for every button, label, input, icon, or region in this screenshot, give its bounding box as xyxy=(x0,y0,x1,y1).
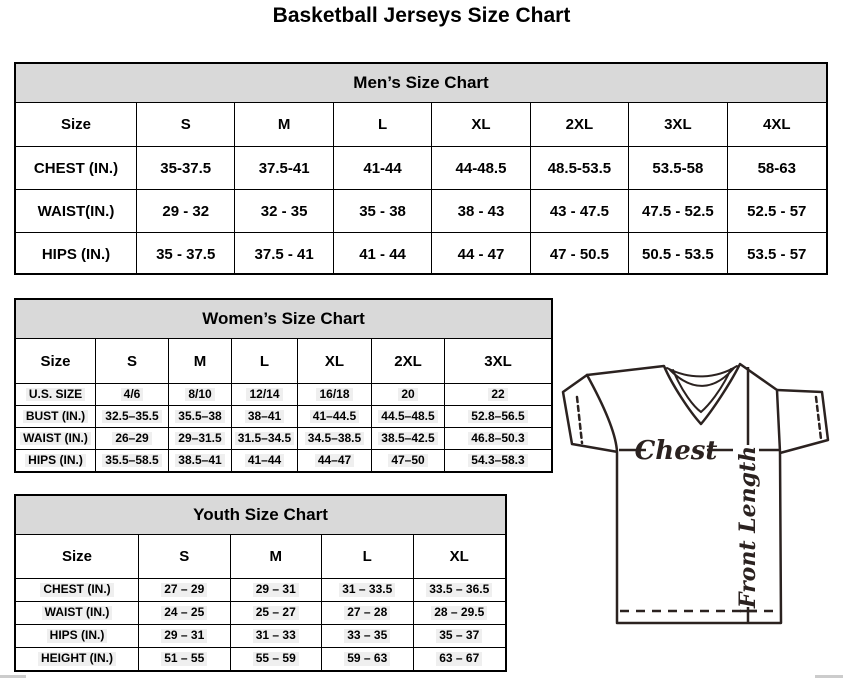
value-cell xyxy=(372,428,445,449)
value-cell xyxy=(445,384,551,405)
cell-text: 35 – 37 xyxy=(436,629,482,642)
cell-text: 47–50 xyxy=(388,454,427,467)
cell-text: 4/6 xyxy=(121,388,144,401)
cell-text: 26–29 xyxy=(112,432,151,445)
cell-text: 22 xyxy=(488,388,507,401)
row-label-cell xyxy=(16,602,139,624)
cell-text: 32.5–35.5 xyxy=(102,410,161,423)
value-cell xyxy=(169,406,232,427)
cell-text: XL xyxy=(324,352,345,370)
cell-text: 37.5-41 xyxy=(258,159,310,177)
value-cell xyxy=(322,579,414,601)
cell-text: 54.3–58.3 xyxy=(468,454,527,467)
cell-text: 41–44.5 xyxy=(310,410,359,423)
cell-text: 47 - 50.5 xyxy=(549,245,610,263)
value-cell xyxy=(414,625,506,647)
cell-text: 29–31.5 xyxy=(175,432,224,445)
row-label-cell xyxy=(16,535,139,578)
chest-label: Chest xyxy=(634,436,718,466)
cell-text: L xyxy=(377,116,388,133)
value-cell xyxy=(414,648,506,670)
value-cell xyxy=(728,147,826,189)
value-cell xyxy=(445,450,551,471)
cell-text: 41–44 xyxy=(245,454,284,467)
women-row-3 xyxy=(16,450,551,471)
value-cell xyxy=(231,602,323,624)
value-cell xyxy=(445,428,551,449)
cell-text: BUST (IN.) xyxy=(23,410,88,423)
cell-text: 4XL xyxy=(763,116,791,133)
row-label-cell xyxy=(16,103,137,146)
value-cell xyxy=(139,579,231,601)
cell-text: 43 - 47.5 xyxy=(549,202,610,220)
value-cell xyxy=(231,579,323,601)
value-cell xyxy=(322,602,414,624)
value-cell xyxy=(728,103,826,146)
cell-text: 3XL xyxy=(484,352,512,370)
cell-text: 35.5–58.5 xyxy=(102,454,161,467)
cell-text: 20 xyxy=(398,388,417,401)
value-cell xyxy=(96,428,169,449)
row-label-cell xyxy=(16,579,139,601)
cell-text: 29 - 32 xyxy=(162,202,210,220)
value-cell xyxy=(531,233,629,275)
cell-text: 35-37.5 xyxy=(160,159,212,177)
row-label-cell xyxy=(16,428,96,449)
value-cell xyxy=(322,535,414,578)
cell-text: 38.5–42.5 xyxy=(378,432,437,445)
cell-text: 31.5–34.5 xyxy=(235,432,294,445)
cell-text: XL xyxy=(449,548,469,565)
women-header-row xyxy=(16,339,551,384)
row-label-cell xyxy=(16,648,139,670)
value-cell xyxy=(298,339,372,383)
cell-text: 44.5–48.5 xyxy=(378,410,437,423)
cell-text: L xyxy=(362,548,372,565)
cell-text: 2XL xyxy=(565,116,594,133)
cell-text: 31 – 33 xyxy=(253,629,299,642)
row-label-cell xyxy=(16,190,137,232)
cell-text: 48.5-53.5 xyxy=(547,159,612,177)
youth-header-row xyxy=(16,535,505,579)
cell-text: 24 – 25 xyxy=(161,606,207,619)
scrollbar-fragment-right xyxy=(815,675,843,678)
cell-text: WAIST(IN.) xyxy=(37,202,115,220)
value-cell xyxy=(432,233,530,275)
value-cell xyxy=(298,406,372,427)
value-cell xyxy=(322,648,414,670)
cell-text: WAIST (IN.) xyxy=(42,606,113,619)
scrollbar-fragment-left xyxy=(0,675,26,678)
cell-text: WAIST (IN.) xyxy=(20,432,91,445)
cell-text: S xyxy=(180,116,191,133)
value-cell xyxy=(96,384,169,405)
cell-text: HIPS (IN.) xyxy=(41,245,111,263)
cell-text: 53.5-58 xyxy=(652,159,704,177)
youth-row-2 xyxy=(16,625,505,648)
cell-text: 38.5–41 xyxy=(175,454,224,467)
men-row-1 xyxy=(16,190,826,233)
value-cell xyxy=(235,233,333,275)
men-row-2 xyxy=(16,233,826,275)
cell-text: 38–41 xyxy=(245,410,284,423)
cell-text: U.S. SIZE xyxy=(26,388,85,401)
cell-text: 35.5–38 xyxy=(175,410,224,423)
row-label-cell xyxy=(16,233,137,275)
value-cell xyxy=(728,190,826,232)
value-cell xyxy=(432,103,530,146)
youth-table-title: Youth Size Chart xyxy=(16,496,505,535)
value-cell xyxy=(531,190,629,232)
youth-row-3 xyxy=(16,648,505,670)
value-cell xyxy=(445,339,551,383)
jersey-measurement-diagram xyxy=(556,356,842,628)
cell-text: CHEST (IN.) xyxy=(33,159,119,177)
value-cell xyxy=(629,233,727,275)
value-cell xyxy=(232,339,298,383)
youth-size-table xyxy=(14,494,507,672)
value-cell xyxy=(169,450,232,471)
value-cell xyxy=(137,147,235,189)
jersey-right-sleeve xyxy=(777,390,828,453)
value-cell xyxy=(372,339,445,383)
value-cell xyxy=(232,384,298,405)
cell-text: XL xyxy=(471,116,491,133)
value-cell xyxy=(445,406,551,427)
value-cell xyxy=(235,190,333,232)
cell-text: 32 - 35 xyxy=(260,202,308,220)
value-cell xyxy=(169,384,232,405)
value-cell xyxy=(432,190,530,232)
cell-text: 50.5 - 53.5 xyxy=(641,245,714,263)
cell-text: Size xyxy=(60,116,91,133)
cell-text: HEIGHT (IN.) xyxy=(38,652,116,665)
value-cell xyxy=(235,147,333,189)
value-cell xyxy=(531,147,629,189)
cell-text: 8/10 xyxy=(185,388,214,401)
value-cell xyxy=(96,450,169,471)
cell-text: 44–47 xyxy=(315,454,354,467)
value-cell xyxy=(298,428,372,449)
value-cell xyxy=(372,450,445,471)
cell-text: HIPS (IN.) xyxy=(47,629,108,642)
value-cell xyxy=(432,147,530,189)
value-cell xyxy=(414,535,506,578)
cell-text: 38 - 43 xyxy=(457,202,505,220)
row-label-cell xyxy=(16,384,96,405)
mens-size-table xyxy=(14,62,828,275)
cell-text: 27 – 28 xyxy=(344,606,390,619)
cell-text: 29 – 31 xyxy=(253,583,299,596)
front-length-label: Front Length xyxy=(735,445,761,609)
youth-row-1 xyxy=(16,602,505,625)
cell-text: CHEST (IN.) xyxy=(40,583,113,596)
cell-text: 44 - 47 xyxy=(457,245,505,263)
value-cell xyxy=(231,625,323,647)
value-cell xyxy=(139,648,231,670)
womens-size-table xyxy=(14,298,553,473)
cell-text: M xyxy=(193,352,207,370)
cell-text: 63 – 67 xyxy=(436,652,482,665)
cell-text: 12/14 xyxy=(246,388,282,401)
cell-text: 27 – 29 xyxy=(161,583,207,596)
cell-text: S xyxy=(179,548,190,565)
cell-text: 16/18 xyxy=(316,388,352,401)
value-cell xyxy=(531,103,629,146)
value-cell xyxy=(629,103,727,146)
value-cell xyxy=(372,384,445,405)
women-row-2 xyxy=(16,428,551,450)
cell-text: 52.8–56.5 xyxy=(468,410,527,423)
cell-text: 52.5 - 57 xyxy=(747,202,807,220)
cell-text: 55 – 59 xyxy=(253,652,299,665)
value-cell xyxy=(334,103,432,146)
row-label-cell xyxy=(16,625,139,647)
row-label-cell xyxy=(16,339,96,383)
mens-table-grid xyxy=(16,103,826,275)
cell-text: 33.5 – 36.5 xyxy=(426,583,492,596)
cell-text: HIPS (IN.) xyxy=(25,454,86,467)
cell-text: 35 - 37.5 xyxy=(156,245,216,263)
cell-text: Size xyxy=(61,548,92,565)
value-cell xyxy=(232,406,298,427)
cell-text: 59 – 63 xyxy=(344,652,390,665)
mens-table-title: Men’s Size Chart xyxy=(16,64,826,103)
cell-text: 47.5 - 52.5 xyxy=(641,202,714,220)
women-row-0 xyxy=(16,384,551,406)
value-cell xyxy=(231,535,323,578)
value-cell xyxy=(728,233,826,275)
cell-text: 29 – 31 xyxy=(161,629,207,642)
cell-text: 53.5 - 57 xyxy=(747,245,807,263)
cell-text: 3XL xyxy=(664,116,692,133)
row-label-cell xyxy=(16,450,96,471)
value-cell xyxy=(322,625,414,647)
value-cell xyxy=(231,648,323,670)
cell-text: 44-48.5 xyxy=(455,159,507,177)
value-cell xyxy=(137,190,235,232)
cell-text: L xyxy=(259,352,270,370)
cell-text: 35 - 38 xyxy=(359,202,406,220)
row-label-cell xyxy=(16,147,137,189)
value-cell xyxy=(298,384,372,405)
value-cell xyxy=(232,428,298,449)
value-cell xyxy=(96,406,169,427)
value-cell xyxy=(298,450,372,471)
cell-text: 46.8–50.3 xyxy=(468,432,527,445)
cell-text: 41 - 44 xyxy=(359,245,406,263)
cell-text: 41-44 xyxy=(363,159,402,177)
cell-text: Size xyxy=(40,352,71,370)
men-header-row xyxy=(16,103,826,147)
value-cell xyxy=(414,602,506,624)
value-cell xyxy=(629,147,727,189)
value-cell xyxy=(334,147,432,189)
value-cell xyxy=(235,103,333,146)
value-cell xyxy=(137,103,235,146)
womens-table-grid xyxy=(16,339,551,471)
value-cell xyxy=(232,450,298,471)
value-cell xyxy=(169,339,232,383)
youth-row-0 xyxy=(16,579,505,602)
youth-table-grid xyxy=(16,535,505,670)
value-cell xyxy=(372,406,445,427)
cell-text: 25 – 27 xyxy=(253,606,299,619)
cell-text: 58-63 xyxy=(757,159,796,177)
cell-text: 2XL xyxy=(394,352,422,370)
value-cell xyxy=(137,233,235,275)
women-row-1 xyxy=(16,406,551,428)
cell-text: 37.5 - 41 xyxy=(254,245,314,263)
value-cell xyxy=(96,339,169,383)
cell-text: S xyxy=(126,352,137,370)
men-row-0 xyxy=(16,147,826,190)
cell-text: 33 – 35 xyxy=(344,629,390,642)
page-title: Basketball Jerseys Size Chart xyxy=(272,4,571,27)
value-cell xyxy=(629,190,727,232)
cell-text: 34.5–38.5 xyxy=(305,432,364,445)
cell-text: M xyxy=(269,548,282,565)
jersey-diagram-svg xyxy=(556,356,842,628)
value-cell xyxy=(169,428,232,449)
cell-text: 31 – 33.5 xyxy=(339,583,395,596)
value-cell xyxy=(139,535,231,578)
value-cell xyxy=(139,602,231,624)
womens-table-title: Women’s Size Chart xyxy=(16,300,551,339)
row-label-cell xyxy=(16,406,96,427)
value-cell xyxy=(414,579,506,601)
cell-text: 28 – 29.5 xyxy=(431,606,487,619)
value-cell xyxy=(139,625,231,647)
cell-text: 51 – 55 xyxy=(161,652,207,665)
value-cell xyxy=(334,190,432,232)
cell-text: M xyxy=(277,116,291,133)
value-cell xyxy=(334,233,432,275)
